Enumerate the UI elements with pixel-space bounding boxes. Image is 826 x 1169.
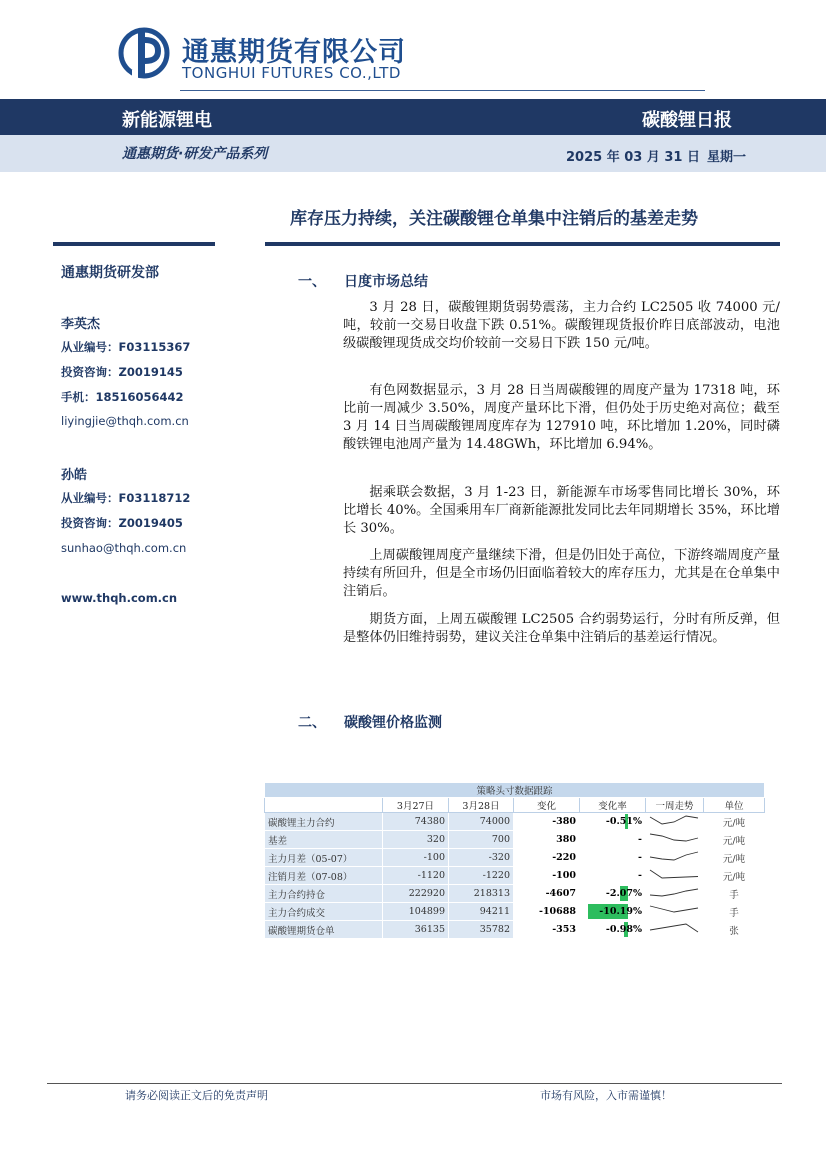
tonghui-logo-icon: [118, 26, 170, 80]
analyst-consult-id: 投资咨询：Z0019145: [61, 365, 183, 379]
sparkline-line: [650, 816, 698, 824]
value-mar27: 222920: [383, 885, 449, 903]
column-header: 变化: [514, 798, 580, 813]
change-rate-text: -: [638, 870, 642, 882]
value-mar27: 36135: [383, 921, 449, 939]
analyst-name: 李英杰: [61, 317, 101, 332]
value-mar28: 700: [449, 831, 514, 849]
analyst-license: 从业编号：F03115367: [61, 340, 191, 354]
sparkline-line: [650, 852, 698, 860]
weekly-trend-sparkline: [646, 831, 704, 849]
value-mar28: -1220: [449, 867, 514, 885]
change-rate-text: -10.19%: [599, 906, 642, 918]
sidebar-rule: [53, 242, 215, 246]
unit-label: 张: [704, 921, 765, 939]
change-value: -10688: [514, 903, 580, 921]
change-rate: [580, 867, 646, 885]
paragraph: 上周碳酸锂周度产量继续下滑，但是仍旧处于高位，下游终端周度产量持续有所回升，但是全市场仍旧面临着较大的库存压力，尤其是在仓单集中注销后。: [343, 548, 780, 600]
report-title: 碳酸锂日报: [642, 110, 732, 131]
paragraph: 3 月 28 日，碳酸锂期货弱势震荡，主力合约 LC2505 收 74000 元/吨，较前一交易日收盘下跌 0.51%。碳酸锂现货报价昨日底部波动，电池级碳酸锂现货成交均价较前一交易日下跌 150 元/吨。: [343, 300, 780, 352]
table-row: [265, 849, 765, 867]
sparkline-chart: [646, 903, 702, 917]
value-mar27: 74380: [383, 813, 449, 831]
column-header: [265, 798, 383, 813]
change-rate: [580, 849, 646, 867]
analyst-consult-id: 投资咨询：Z0019405: [61, 516, 183, 530]
weekly-trend-sparkline: [646, 921, 704, 939]
section-title: 日度市场总结: [344, 274, 428, 290]
row-label: 碳酸锂期货仓单: [265, 921, 383, 939]
analyst-email[interactable]: liyingjie@thqh.com.cn: [61, 414, 189, 428]
change-rate: [580, 903, 646, 921]
value-mar27: 104899: [383, 903, 449, 921]
sparkline-chart: [646, 867, 702, 881]
website-link[interactable]: www.thqh.com.cn: [61, 591, 178, 605]
change-rate-text: -2.07%: [605, 888, 642, 900]
value-mar28: 74000: [449, 813, 514, 831]
unit-label: 元/吨: [704, 867, 765, 885]
change-rate-text: -: [638, 852, 642, 864]
row-label: 基差: [265, 831, 383, 849]
change-rate: [580, 831, 646, 849]
report-date: 2025 年 03 月 31 日: [566, 150, 700, 165]
section-title: 碳酸锂价格监测: [344, 715, 442, 731]
value-mar27: -100: [383, 849, 449, 867]
column-header: 变化率: [580, 798, 646, 813]
change-rate-text: -: [638, 834, 642, 846]
brand-name-cn: 通惠期货有限公司: [182, 37, 406, 68]
value-mar27: -1120: [383, 867, 449, 885]
value-mar28: -320: [449, 849, 514, 867]
change-value: -380: [514, 813, 580, 831]
change-rate: [580, 885, 646, 903]
category-title: 新能源锂电: [122, 110, 212, 131]
change-value: 380: [514, 831, 580, 849]
report-weekday: 星期一: [707, 150, 747, 165]
row-label: 碳酸锂主力合约: [265, 813, 383, 831]
sparkline-chart: [646, 831, 702, 845]
change-value: -353: [514, 921, 580, 939]
sparkline-chart: [646, 849, 702, 863]
risk-warning: 市场有风险，入市需谨慎！: [540, 1089, 672, 1102]
analyst-license: 从业编号：F03118712: [61, 491, 191, 505]
table-row: [265, 867, 765, 885]
footer-divider: [47, 1083, 782, 1084]
unit-label: 手: [704, 903, 765, 921]
table-row: [265, 903, 765, 921]
row-label: 主力合约持仓: [265, 885, 383, 903]
table-row: [265, 831, 765, 849]
column-header: 3月28日: [449, 798, 514, 813]
unit-label: 元/吨: [704, 849, 765, 867]
brand-name-en: TONGHUI FUTURES CO.,LTD: [182, 64, 401, 82]
paragraph: 据乘联会数据，3 月 1-23 日，新能源车市场零售同比增长 30%，环比增长 40%。全国乘用车厂商新能源批发同比去年同期增长 35%，环比增长 30%。: [343, 485, 780, 537]
column-header: 3月27日: [383, 798, 449, 813]
weekly-trend-sparkline: [646, 903, 704, 921]
headline-rule: [265, 242, 780, 246]
value-mar27: 320: [383, 831, 449, 849]
change-value: -100: [514, 867, 580, 885]
headline: 库存压力持续，关注碳酸锂仓单集中注销后的基差走势: [290, 209, 698, 229]
sparkline-line: [650, 889, 698, 896]
change-rate-text: -0.98%: [605, 924, 642, 936]
sparkline-chart: [646, 885, 702, 899]
column-header: 单位: [704, 798, 765, 813]
table-row: [265, 921, 765, 939]
value-mar28: 35782: [449, 921, 514, 939]
change-value: -4607: [514, 885, 580, 903]
sparkline-line: [650, 870, 698, 878]
row-label: 主力月差（05-07）: [265, 849, 383, 867]
weekly-trend-sparkline: [646, 849, 704, 867]
analyst-phone: 手机：18516056442: [61, 390, 184, 404]
department-name: 通惠期货研发部: [61, 265, 159, 281]
unit-label: 元/吨: [704, 813, 765, 831]
unit-label: 元/吨: [704, 831, 765, 849]
table-row: [265, 885, 765, 903]
series-label: 通惠期货·研发产品系列: [122, 146, 268, 162]
value-mar28: 218313: [449, 885, 514, 903]
change-rate: [580, 813, 646, 831]
table-row: [265, 813, 765, 831]
change-rate-text: -0.51%: [605, 816, 642, 828]
table-title: 策略头寸数据跟踪: [265, 783, 765, 798]
analyst-email[interactable]: sunhao@thqh.com.cn: [61, 541, 187, 555]
change-value: -220: [514, 849, 580, 867]
section-number: 二、: [298, 715, 326, 731]
column-header: 一周走势: [646, 798, 704, 813]
paragraph: 期货方面，上周五碳酸锂 LC2505 合约弱势运行，分时有所反弹，但是整体仍旧维持弱势，建议关注仓单集中注销后的基差运行情况。: [343, 612, 780, 646]
change-rate: [580, 921, 646, 939]
logo-divider: [180, 90, 705, 91]
table-header-row: [265, 798, 765, 813]
price-monitor-table: [264, 782, 765, 939]
disclaimer-note: 请务必阅读正文后的免责声明: [125, 1089, 268, 1102]
unit-label: 手: [704, 885, 765, 903]
analyst-name: 孙皓: [61, 468, 88, 483]
sparkline-chart: [646, 813, 702, 827]
weekly-trend-sparkline: [646, 813, 704, 831]
sparkline-line: [650, 834, 698, 841]
sparkline-chart: [646, 921, 702, 935]
row-label: 主力合约成交: [265, 903, 383, 921]
sparkline-line: [650, 906, 698, 912]
value-mar28: 94211: [449, 903, 514, 921]
paragraph: 有色网数据显示，3 月 28 日当周碳酸锂的周度产量为 17318 吨，环比前一周减少 3.50%，周度产量环比下滑，但仍处于历史绝对高位；截至 3 月 14 日当周碳酸锂周度库存为 127910 吨，环比增加 1.20%，同时磷酸铁锂电池周产量为 14.48GWh，环比增加 6.94%。: [343, 383, 780, 453]
weekly-trend-sparkline: [646, 885, 704, 903]
section-number: 一、: [298, 274, 326, 290]
weekly-trend-sparkline: [646, 867, 704, 885]
row-label: 注销月差（07-08）: [265, 867, 383, 885]
sparkline-line: [650, 924, 698, 932]
